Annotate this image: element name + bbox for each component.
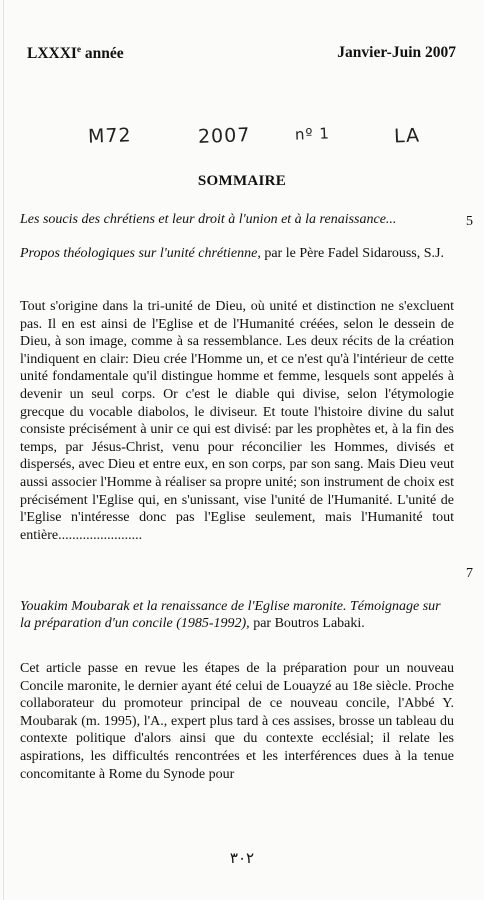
toc-entry: Propos théologiques sur l'unité chrétienne, par le Père Fadel Sidarouss, S.J. <box>20 246 444 261</box>
abstract-paragraph: Tout s'origine dans la tri-unité de Dieu, où unité et distinction ne s'excluent pas. Il en est ainsi de l'Eglise et de l'Humanité créées, selon le dessein de Dieu, à son image, comme à sa ressemblance. Les deux récits de la création l'indiquent en clair: Dieu crée l'Homme un, et ce n'est qu'à l'intérieur de cette unité fondamentale qu'il distingue homme et femme, lesquels sont appelés à devenir un seul corps. Or c'est le diable qui divise, selon l'étymologie grecque du vocable diabolos, le diviseur. Et toute l'histoire divine du salut consiste précisément à unir ce qui est divisé: par les prophètes et, à la fin des temps, par Jésus-Christ, venu pour réconcilier les Hommes, divisés et dispersés, avec Dieu et entre eux, en son corps, par son sang. Mais Dieu veut aussi associer l'Homme à réaliser sa propre unité; son instrument de choix est précisément l'Eglise qui, en s'unissant, vise l'unité de l'Humanité. L'unité de l'Eglise n'intéresse donc pas l'Eglise seulement, mais l'Humanité tout entière........................ <box>20 299 454 543</box>
date-header: Janvier-Juin 2007 <box>337 44 456 61</box>
toc-entry: Youakim Moubarak et la renaissance de l'Eglise maronite. Témoignage sur la préparation d'un concile (1985-1992), par Boutros Labaki. <box>20 599 441 631</box>
handwritten-note: nº 1 <box>294 124 331 144</box>
page-number: ٣٠٢ <box>229 851 255 867</box>
handwritten-note: M72 <box>87 124 132 148</box>
volume-header: LXXXIe année <box>27 44 124 62</box>
page-title: SOMMAIRE <box>197 173 287 189</box>
toc-page-number: 7 <box>466 566 473 581</box>
toc-page-number: 5 <box>466 214 473 229</box>
abstract-paragraph: Cet article passe en revue les étapes de la préparation pour un nouveau Concile maronite, le dernier ayant été celui de Louayzé au 18e siècle. Proche collaborateur du promoteur principal de ce nouveau concile, l'Abbé Y. Moubarak (m. 1995), l'A., expert plus tard à ces assises, brosse un tableau du contexte politique d'alors ainsi que du contexte ecclésial; il relate les aspirations, les difficultés rencontrées et les interférences dues à la tenue concomitante à Rome du Synode pour <box>20 661 454 782</box>
handwritten-note: 2007 <box>197 124 251 148</box>
toc-entry: Les soucis des chrétiens et leur droit à l'union et à la renaissance... <box>20 212 397 227</box>
handwritten-note: LA <box>393 124 421 148</box>
page-edge <box>3 0 4 900</box>
